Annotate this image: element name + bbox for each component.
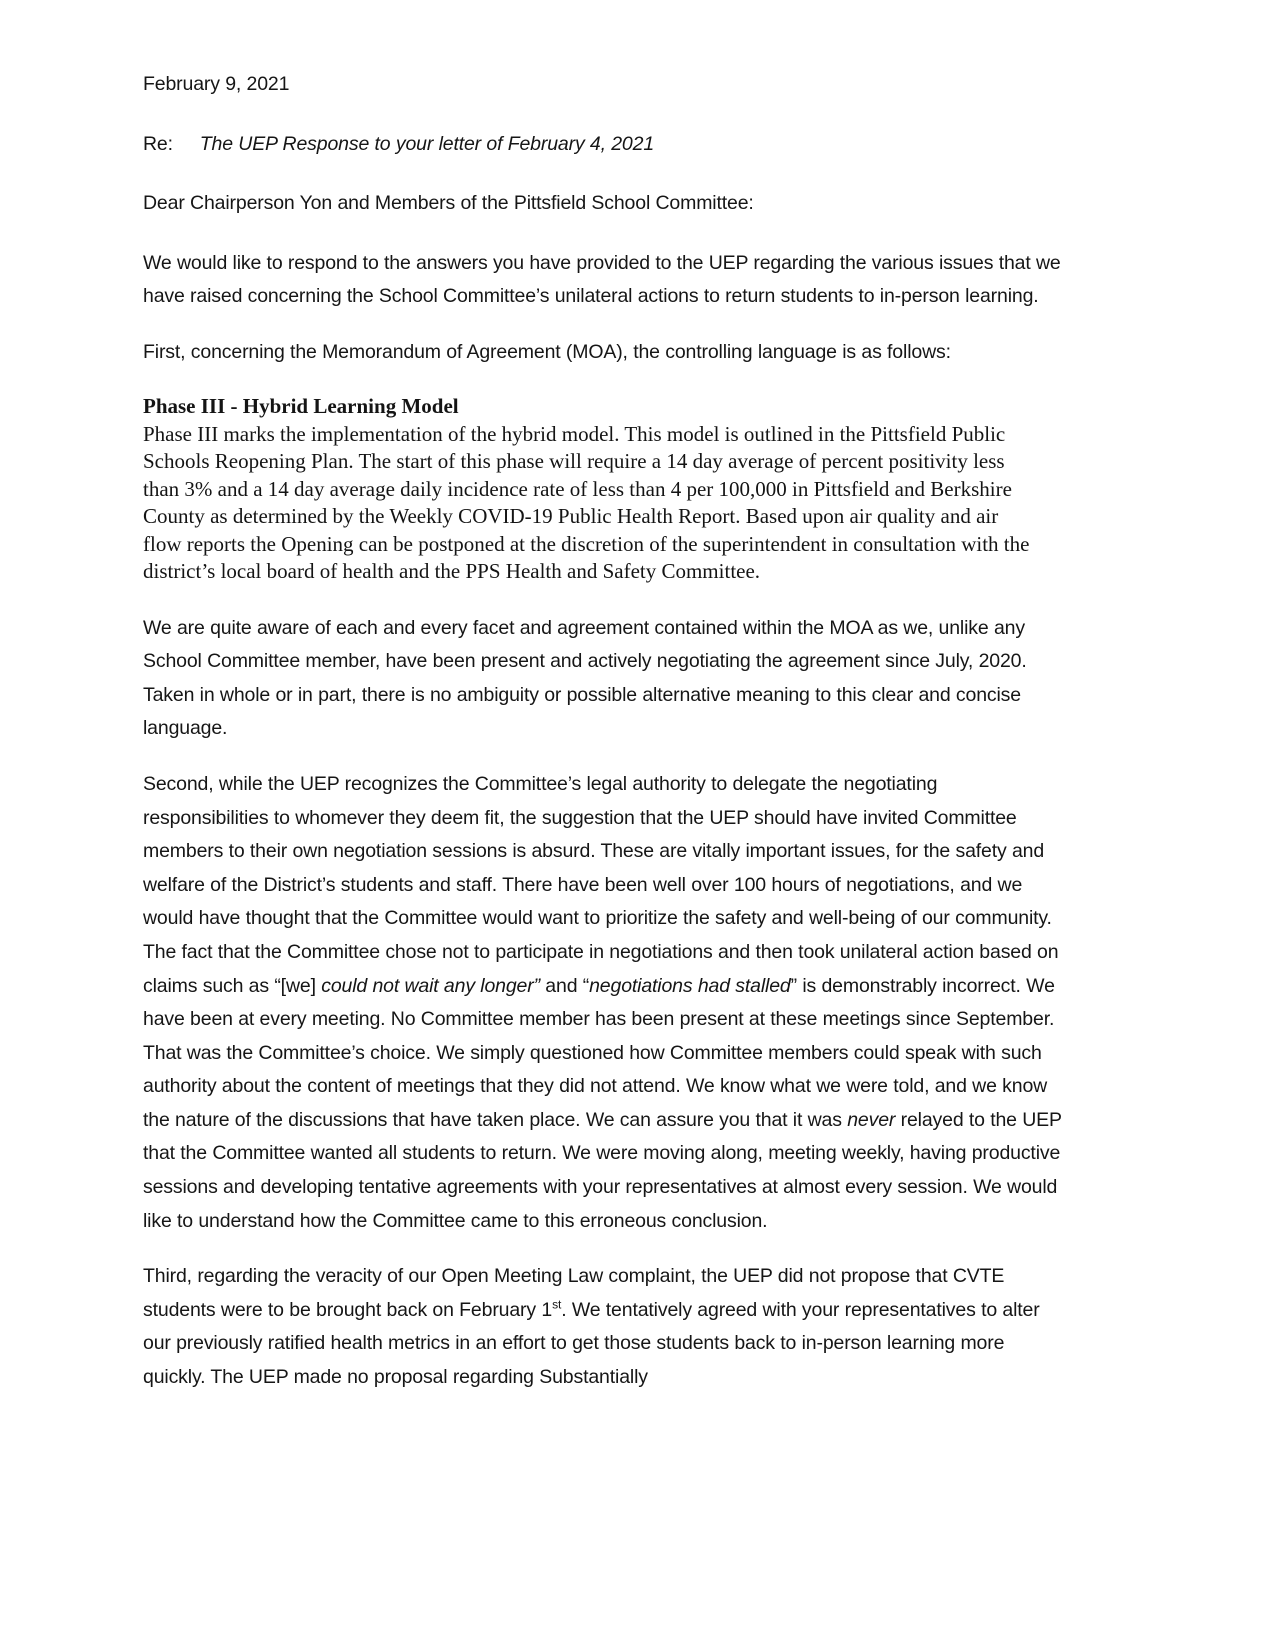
moa-quote-heading: Phase III - Hybrid Learning Model	[143, 393, 459, 418]
paragraph-third-point	[143, 1260, 1063, 1394]
re-subject: The UEP Response to your letter of February 4, 2021	[199, 132, 655, 155]
second-para-part2: and “	[539, 974, 590, 997]
second-para-italic-quote-2: negotiations had stalled	[589, 974, 791, 997]
moa-quote-body: Phase III marks the implementation of the hybrid model. This model is outlined in the Pittsfield Public Schools Reopening Plan. The start of this phase will require a 14 day average of percent positivity less than 3% and a 14 day average daily incidence rate of less than 4 per 100,000 in Pittsfield and Berkshire County as determined by the Weekly COVID-19 Public Health Report. Based upon air quality and air flow reports the Opening can be postponed at the discretion of the superintendent in consultation with the district’s local board of health and the PPS Health and Safety Committee.	[143, 421, 1030, 584]
ordinal-superscript: st	[552, 1297, 562, 1312]
re-label: Re:	[143, 132, 173, 155]
third-para-part2: . We tentatively agreed with your representatives to alter our previously ratified health metrics in an effort to get those students back to in-person learning more quickly. The UEP made no proposal regarding Substantially	[143, 1298, 1040, 1389]
paragraph-second-point	[143, 768, 1063, 1238]
paragraph-first-point: First, concerning the Memorandum of Agreement (MOA), the controlling language is as follows:	[143, 340, 951, 363]
second-para-italic-never: never	[847, 1108, 896, 1131]
letter-re-line	[143, 128, 1063, 162]
letter-content	[143, 68, 1063, 1417]
second-para-part3: ” is demonstrably incorrect. We have been at every meeting. No Committee member has been present at these meetings since September. That was the Committee’s choice. We simply questioned how Committee members could speak with such authority about the content of meetings that they did not attend. We know what we were told, and we know the nature of the discussions that have taken place. We can assure you that it was	[143, 974, 1055, 1131]
paragraph-moa-awareness: We are quite aware of each and every facet and agreement contained within the MOA as we, unlike any School Committee member, have been present and actively negotiating the agreement since July, 2020. Taken in whole or in part, there is no ambiguity or possible alternative meaning to this clear and concise language.	[143, 616, 1027, 740]
moa-quote-block	[143, 392, 1033, 586]
letter-salutation: Dear Chairperson Yon and Members of the Pittsfield School Committee:	[143, 192, 754, 215]
second-para-part1: Second, while the UEP recognizes the Committee’s legal authority to delegate the negotiating responsibilities to whomever they deem fit, the suggestion that the UEP should have invited Committee members to their own negotiation sessions is absurd. These are vitally important issues, for the safety and welfare of the District’s students and staff. There have been well over 100 hours of negotiations, and we would have thought that the Committee would want to prioritize the safety and well-being of our community. The fact that the Committee chose not to participate in negotiations and then took unilateral action based on claims such as “[we]	[143, 772, 1059, 997]
second-para-part4: relayed to the UEP that the Committee wanted all students to return. We were moving along, meeting weekly, having productive sessions and developing tentative agreements with your representatives at almost every session. We would like to understand how the Committee came to this erroneous conclusion.	[143, 1108, 1062, 1232]
letter-date: February 9, 2021	[143, 73, 290, 95]
paragraph-intro: We would like to respond to the answers you have provided to the UEP regarding the various issues that we have raised concerning the School Committee’s unilateral actions to return students to in-person learning.	[143, 251, 1061, 308]
second-para-italic-quote-1: could not wait any longer”	[321, 974, 540, 997]
third-para-part1: Third, regarding the veracity of our Open Meeting Law complaint, the UEP did not propose that CVTE students were to be brought back on February 1	[143, 1265, 1005, 1321]
